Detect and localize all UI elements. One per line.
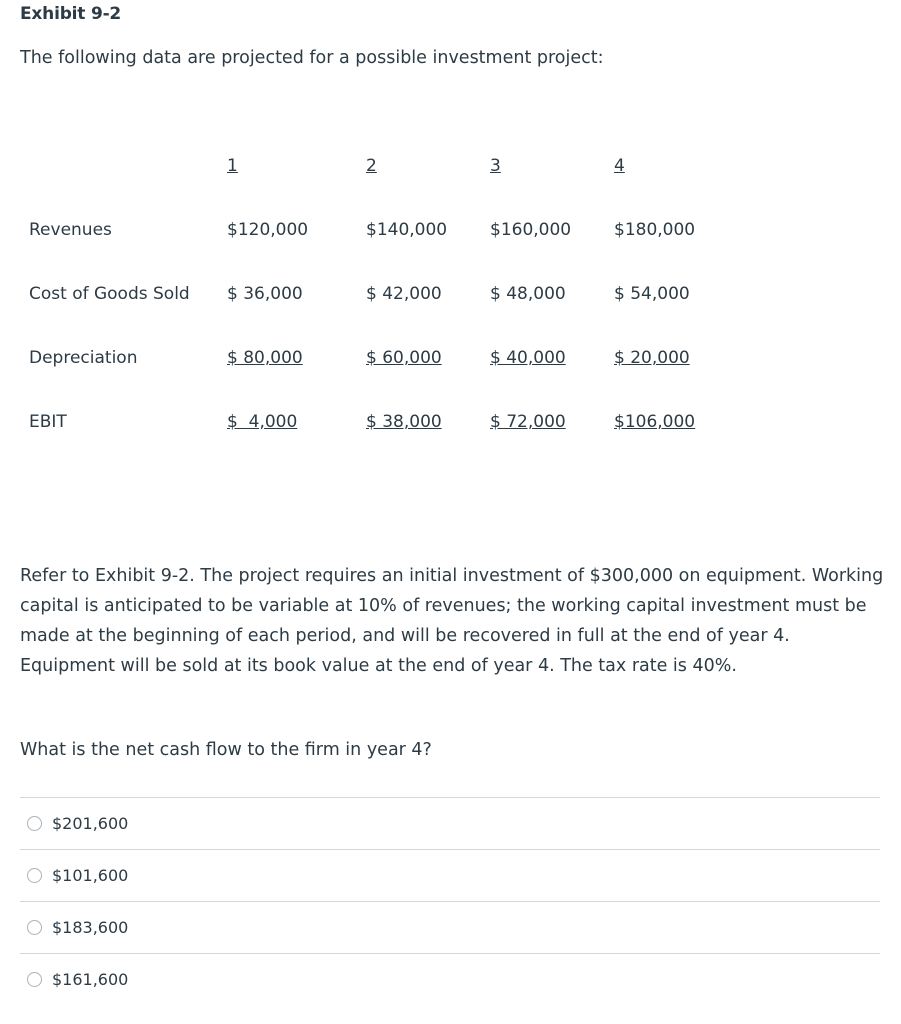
table-cell: $ 4,000 — [227, 412, 298, 432]
table-cell: $ 48,000 — [490, 284, 566, 304]
question-text: Refer to Exhibit 9-2. The project requires an initial investment of $300,000 on equipment. Working capital is anticipated to be variable at 10% of revenues; the working capital investment must be made at the beginning of each period, and will be recovered in full at the end of year 4. Equipment will be sold at its book value at the end of year 4. The tax rate is 40%. — [20, 566, 884, 676]
table-cell: $ 42,000 — [366, 284, 442, 304]
table-cell: $160,000 — [490, 220, 572, 240]
exhibit-intro: The following data are projected for a possible investment project: — [20, 48, 604, 68]
answer-label[interactable]: $201,600 — [52, 814, 129, 833]
table-cell: $120,000 — [227, 220, 309, 240]
table-cell: $ 38,000 — [366, 412, 442, 432]
table-cell: $140,000 — [366, 220, 448, 240]
answer-option[interactable] — [20, 901, 880, 953]
radio-button[interactable] — [27, 868, 42, 883]
answer-list — [20, 797, 880, 1005]
table-cell: $ 72,000 — [490, 412, 566, 432]
radio-button[interactable] — [27, 920, 42, 935]
column-header-year-4: 4 — [614, 156, 625, 176]
table-cell: $ 80,000 — [227, 348, 303, 368]
table-cell: $ 20,000 — [614, 348, 690, 368]
table-cell: $ 54,000 — [614, 284, 690, 304]
exhibit-title: Exhibit 9-2 — [20, 4, 122, 24]
radio-button[interactable] — [27, 972, 42, 987]
table-cell: $ 60,000 — [366, 348, 442, 368]
row-label-depreciation: Depreciation — [29, 348, 138, 368]
column-header-year-2: 2 — [366, 156, 377, 176]
table-cell: $ 36,000 — [227, 284, 303, 304]
radio-button[interactable] — [27, 816, 42, 831]
table-cell: $ 40,000 — [490, 348, 566, 368]
answer-label[interactable]: $183,600 — [52, 918, 129, 937]
answer-option[interactable] — [20, 797, 880, 849]
table-cell: $106,000 — [614, 412, 696, 432]
answer-label[interactable]: $101,600 — [52, 866, 129, 885]
table-cell: $180,000 — [614, 220, 696, 240]
answer-option[interactable] — [20, 849, 880, 901]
answer-option[interactable] — [20, 953, 880, 1005]
question-prompt: What is the net cash flow to the firm in year 4? — [20, 740, 432, 760]
answer-label[interactable]: $161,600 — [52, 970, 129, 989]
row-label-ebit: EBIT — [29, 412, 67, 432]
row-label-revenues: Revenues — [29, 220, 112, 240]
column-header-year-1: 1 — [227, 156, 238, 176]
column-header-year-3: 3 — [490, 156, 501, 176]
row-label-cogs: Cost of Goods Sold — [29, 284, 190, 304]
